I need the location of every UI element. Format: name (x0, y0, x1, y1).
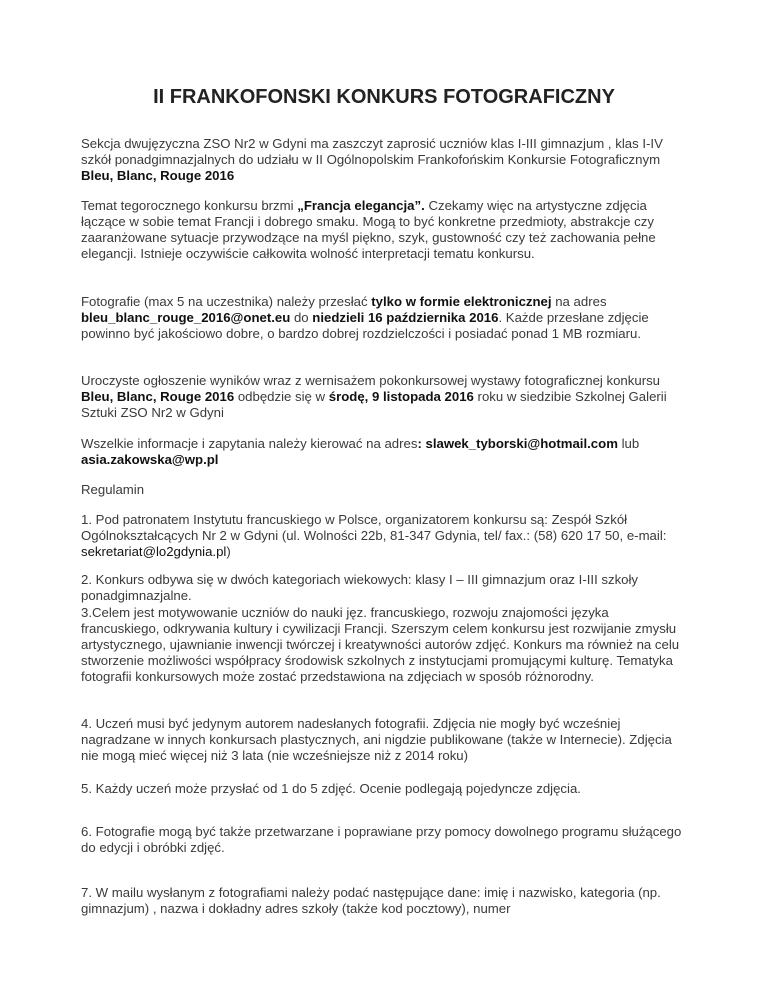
rule-2: 2. Konkurs odbywa się w dwóch kategoriach wiekowych: klasy I – III gimnazjum oraz I-III szkoły ponadgimnazjalne. (81, 572, 639, 603)
submission-requirements: . Każde przesłane zdjęcie powinno być jakościowo dobre, o bardzo dobrej rozdzielczości i posiadać ponad 1 MB rozmiaru. (81, 310, 649, 341)
contact-email-1: : slawek_tyborski@hotmail.com (417, 436, 618, 451)
submission-format: tylko w formie elektronicznej (371, 294, 552, 309)
ceremony-date: środę, 9 listopada 2016 (328, 389, 474, 404)
rule-6: 6. Fotografie mogą być także przetwarzane i poprawiane przy pomocy dowolnego programu służącego do edycji i obróbki zdjęć. (81, 824, 682, 855)
theme-title: „Francja elegancja”. (297, 198, 425, 213)
ceremony-contest-name: Bleu, Blanc, Rouge 2016 (81, 389, 235, 404)
rule-5: 5. Każdy uczeń może przysłać od 1 do 5 zdjęć. Ocenie podlegają pojedyncze zdjęcia. (81, 781, 581, 796)
theme-description: Czekamy więc na artystyczne zdjęcia łączące w sobie temat Francji i dobrego smaku. Mogą to być konkretne przedmioty, abstrakcje czy zaaranżowane sytuacje przywodzące na myśl piękno, szyk, gustowność czy też zachowania pełne elegancji. Istnieje oczywiście całkowita wolność interpretacji tematu konkursu. (81, 198, 656, 261)
contest-name: Bleu, Blanc, Rouge 2016 (81, 168, 235, 183)
submission-paragraph (81, 294, 687, 342)
theme-paragraph (81, 198, 687, 262)
rule-3: 3.Celem jest motywowanie uczniów do nauki jęz. francuskiego, rozwoju znajomości języka francuskiego, odkrywania kultury i cywilizacji Francji. Szerszym celem konkursu jest rozwijanie zmysłu artystycznego, ujawnianie inwencji twórczej i kreatywności autorów zdjęć. Konkurs ma również na celu stworzenie możliwości współpracy środowisk szkolnych z instytucjami promującymi kulturę. Tematyka fotografii konkursowych może zostać przedstawiona na zdjęciach w sposób różnorodny. (81, 605, 680, 684)
contact-paragraph (81, 436, 687, 468)
rule-1-close: ) (226, 544, 231, 559)
theme-text: Temat tegorocznego konkursu brzmi (81, 198, 298, 213)
contact-text: Wszelkie informacje i zapytania należy kierować na adres (81, 436, 418, 451)
ceremony-paragraph (81, 373, 687, 421)
ceremony-text: Uroczyste ogłoszenie wyników wraz z wernisażem pokonkursowej wystawy fotograficznej konkursu (81, 373, 661, 388)
submission-text: Fotografie (max 5 na uczestnika) należy przesłać (81, 294, 372, 309)
submission-email: bleu_blanc_rouge_2016@onet.eu (81, 310, 291, 325)
document-title: II FRANKOFONSKI KONKURS FOTOGRAFICZNY (153, 86, 615, 108)
secretariat-email: sekretariat@lo2gdynia.pl (81, 544, 227, 559)
intro-paragraph (81, 136, 687, 184)
ceremony-location: roku w siedzibie Szkolnej Galerii Sztuki ZSO Nr2 w Gdyni (81, 389, 667, 420)
regulations-heading: Regulamin (81, 482, 145, 497)
contact-text-2: lub (617, 436, 640, 451)
submission-text-3: do (290, 310, 313, 325)
rule-1-text: 1. Pod patronatem Instytutu francuskiego w Polsce, organizatorem konkursu są: Zespół Szkół Ogólnokształcących Nr 2 w Gdyni (ul. Wolności 22b, 81-347 Gdynia, tel/ fax.: (58) 620 17 50, e-mail: (81, 512, 667, 543)
rule-4: 4. Uczeń musi być jedynym autorem nadesłanych fotografii. Zdjęcia nie mogły być wcześniej nagradzane w innych konkursach plastycznych, ani nigdzie publikowane (także w Internecie). Zdjęcia nie mogą mieć więcej niż 3 lata (nie wcześniejsze niż z 2014 roku) (81, 716, 672, 763)
submission-deadline: niedzieli 16 października 2016 (312, 310, 499, 325)
submission-text-2: na adres (551, 294, 607, 309)
contact-email-2: asia.zakowska@wp.pl (81, 452, 219, 467)
rule-1 (81, 512, 687, 560)
rule-7: 7. W mailu wysłanym z fotografiami należy podać następujące dane: imię i nazwisko, kategoria (np. gimnazjum) , nazwa i dokładny adres szkoły (także kod pocztowy), numer (81, 885, 661, 916)
ceremony-text-2: odbędzie się w (234, 389, 329, 404)
intro-text: Sekcja dwujęzyczna ZSO Nr2 w Gdyni ma zaszczyt zaprosić uczniów klas I-III gimnazjum , klas I-IV szkół ponadgimnazjalnych do udziału w II Ogólnopolskim Frankofońskim Konkursie Fotograficznym (81, 136, 663, 167)
